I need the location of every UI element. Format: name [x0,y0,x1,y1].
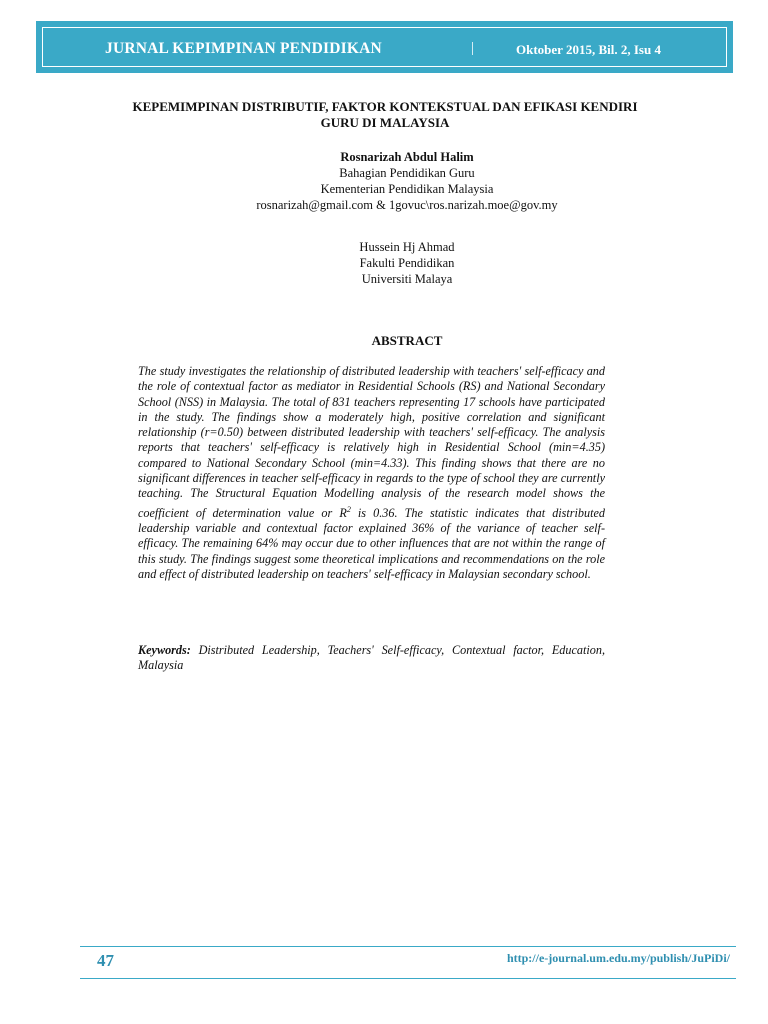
r-squared-superscript: 2 [346,504,351,514]
author-block-1 [90,149,724,213]
paper-title-line-1: KEPEMIMPINAN DISTRIBUTIF, FAKTOR KONTEKSTUAL DAN EFIKASI KENDIRI [132,99,638,114]
author-email: rosnarizah@gmail.com & 1govuc\ros.narizah.moe@gov.my [256,198,558,212]
paper-title [90,99,680,131]
journal-url-link[interactable]: http://e-journal.um.edu.my/publish/JuPiDi/ [506,951,730,965]
journal-header-banner [36,21,733,73]
paper-title-line-2: GURU DI MALAYSIA [320,115,450,130]
author-affiliation: Universiti Malaya [361,272,453,286]
author-affiliation: Fakulti Pendidikan [359,256,455,270]
keywords-label: Keywords: [138,643,191,657]
author-block-2 [90,239,724,287]
author-name: Rosnarizah Abdul Halim [340,150,474,164]
abstract-text [138,364,605,582]
page-number: 47 [97,951,114,970]
keywords-text: Distributed Leadership, Teachers' Self-efficacy, Contextual factor, Education, Malaysia [138,643,605,673]
abstract-text-part-1: The study investigates the relationship of distributed leadership with teachers' self-efficacy and the role of contextual factor as mediator in Residential Schools (RS) and National Secondary School (NSS) in Malaysia. The total of 831 teachers representing 17 schools have participated in the study. The findings show a moderately high, positive correlation and significant relationship (r=0.50) between distributed leadership with teachers' self-efficacy. The analysis reports that teachers' self-efficacy is relatively high in Residential School (min=4.35) compared to National Secondary School (min=4.33). This finding shows that there are no significant differences in teacher self-efficacy in regards to the type of school they are currently teaching. The Structural Equation Modelling analysis of the research model shows the coefficient of determination value or [138,364,605,520]
journal-name: JURNAL KEPIMPINAN PENDIDIKAN [105,40,382,57]
footer-rule-bottom [80,978,736,979]
journal-header-frame [42,27,727,67]
author-name: Hussein Hj Ahmad [359,240,455,254]
author-affiliation: Bahagian Pendidikan Guru [339,166,475,180]
author-affiliation: Kementerian Pendidikan Malaysia [320,182,494,196]
journal-issue: Oktober 2015, Bil. 2, Isu 4 [516,42,661,57]
header-separator: | [471,40,475,56]
keywords-paragraph [138,643,605,674]
abstract-heading: ABSTRACT [371,333,443,348]
abstract-text-part-2: is 0.36. The statistic indicates that distributed leadership variable and contextual factor explained 36% of the variance of teacher self-efficacy. The remaining 64% may occur due to other influences that are not within the range of this study. The findings suggest some theoretical implications and recommendations on the role and effect of distributed leadership on teachers' self-efficacy in Malaysian secondary school. [138,505,606,581]
r-squared-symbol: R [339,505,347,520]
footer-rule-top [80,946,736,947]
